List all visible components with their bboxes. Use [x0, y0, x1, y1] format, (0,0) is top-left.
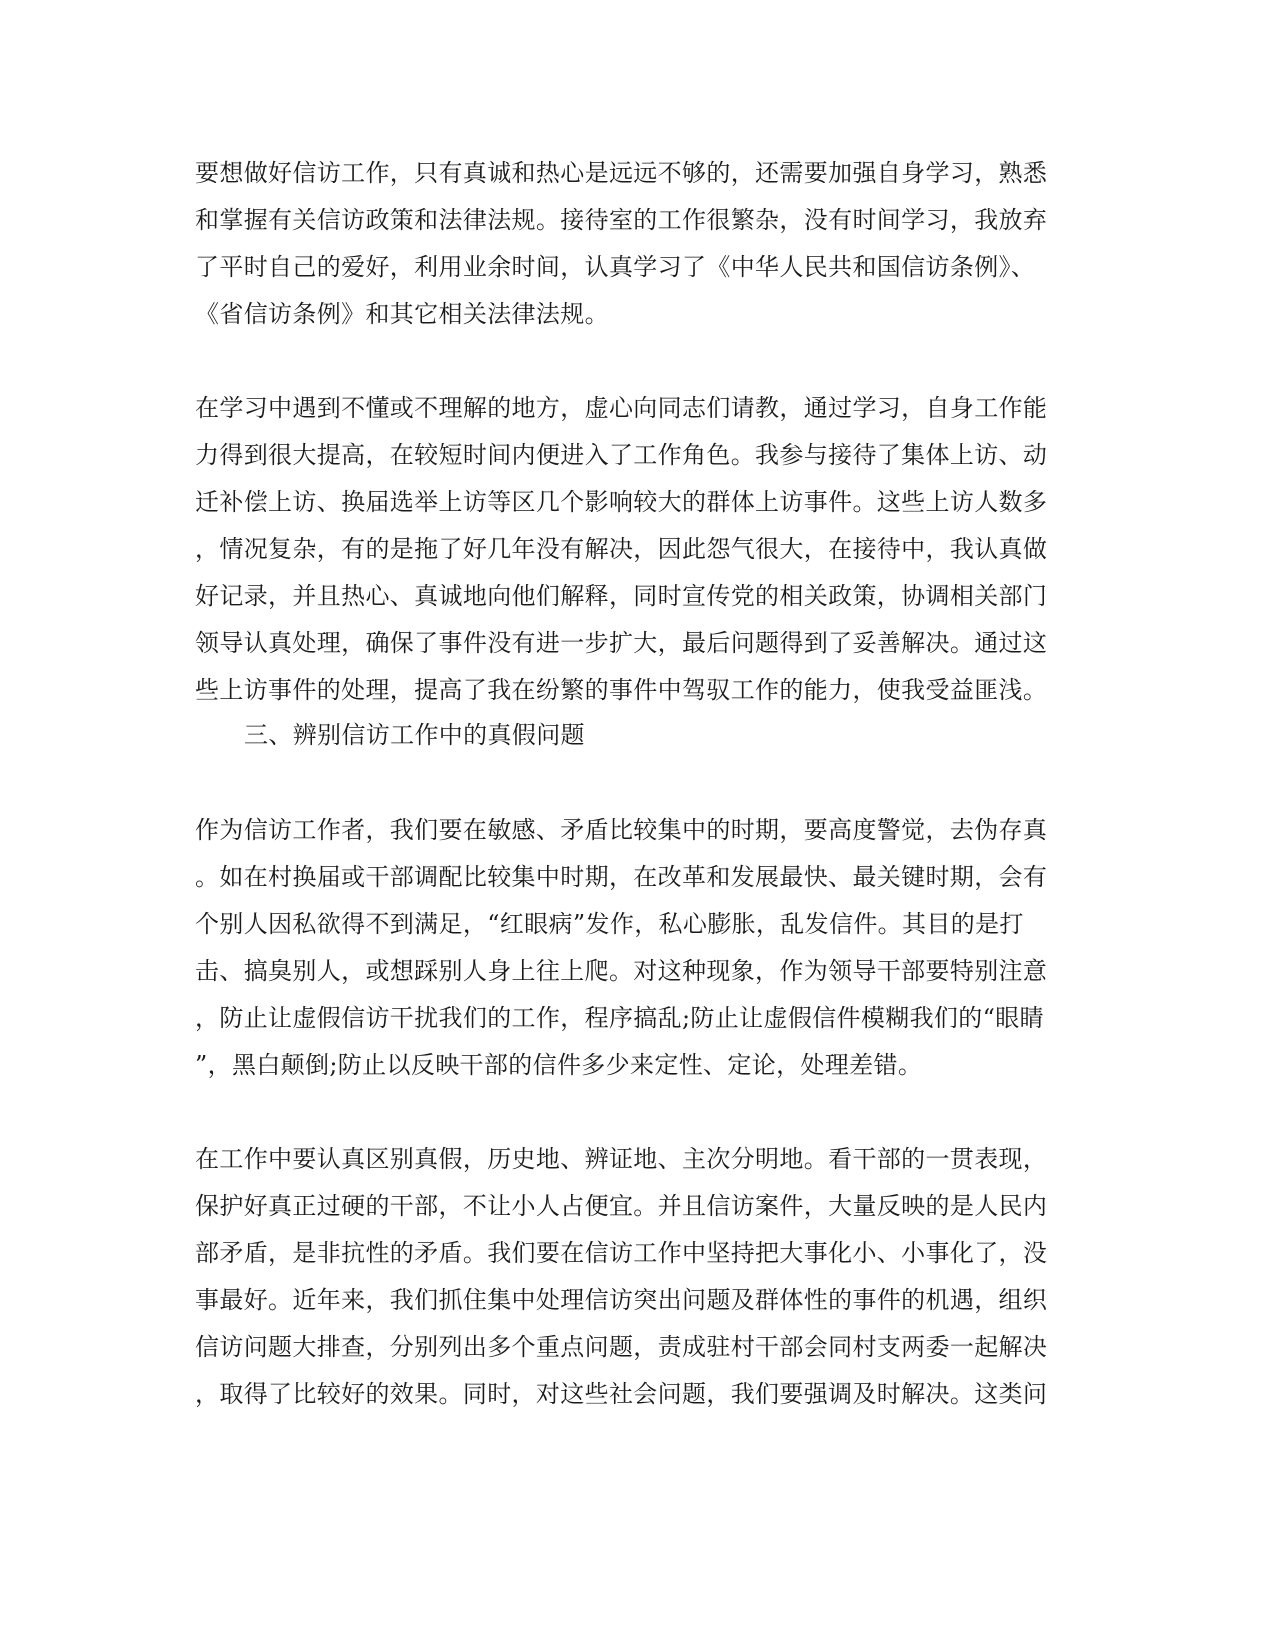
paragraph-2-line-4: ，情况复杂，有的是拖了好几年没有解决，因此怨气很大，在接待中，我认真做: [195, 535, 1048, 563]
paragraph-4-line-1: 在工作中要认真区别真假，历史地、辨证地、主次分明地。看干部的一贯表现，: [195, 1145, 1048, 1173]
paragraph-1-line-3: 了平时自己的爱好，利用业余时间，认真学习了《中华人民共和国信访条例》、: [195, 253, 1036, 281]
paragraph-2-line-2: 力得到很大提高，在较短时间内便进入了工作角色。我参与接待了集体上访、动: [195, 441, 1048, 469]
paragraph-1-line-2: 和掌握有关信访政策和法律法规。接待室的工作很繁杂，没有时间学习，我放弃: [195, 206, 1048, 234]
paragraph-2-line-1: 在学习中遇到不懂或不理解的地方，虚心向同志们请教，通过学习，自身工作能: [195, 394, 1048, 422]
section-heading: 三、辨别信访工作中的真假问题: [244, 721, 585, 749]
paragraph-3-line-6: ”，黑白颠倒;防止以反映干部的信件多少来定性、定论，处理差错。: [195, 1051, 923, 1079]
paragraph-1-line-4: 《省信访条例》和其它相关法律法规。: [195, 300, 609, 328]
paragraph-4-line-5: 信访问题大排查，分别列出多个重点问题，责成驻村干部会同村支两委一起解决: [195, 1333, 1048, 1361]
paragraph-3-line-2: 。如在村换届或干部调配比较集中时期，在改革和发展最快、最关键时期，会有: [195, 863, 1048, 891]
paragraph-4-line-3: 部矛盾，是非抗性的矛盾。我们要在信访工作中坚持把大事化小、小事化了，没: [195, 1239, 1048, 1267]
paragraph-1-line-1: 要想做好信访工作，只有真诚和热心是远远不够的，还需要加强自身学习，熟悉: [195, 159, 1048, 187]
paragraph-3-line-1: 作为信访工作者，我们要在敏感、矛盾比较集中的时期，要高度警觉，去伪存真: [195, 816, 1048, 844]
paragraph-3-line-3: 个别人因私欲得不到满足，“红眼病”发作，私心膨胀，乱发信件。其目的是打: [195, 910, 1024, 938]
paragraph-4-line-6: ，取得了比较好的效果。同时，对这些社会问题，我们要强调及时解决。这类问: [195, 1380, 1048, 1408]
paragraph-3-line-4: 击、搞臭别人，或想踩别人身上往上爬。对这种现象，作为领导干部要特别注意: [195, 957, 1048, 985]
paragraph-2-line-6: 领导认真处理，确保了事件没有进一步扩大，最后问题得到了妥善解决。通过这: [195, 629, 1048, 657]
paragraph-2-line-7: 些上访事件的处理，提高了我在纷繁的事件中驾驭工作的能力，使我受益匪浅。: [195, 676, 1048, 704]
paragraph-4-line-4: 事最好。近年来，我们抓住集中处理信访突出问题及群体性的事件的机遇，组织: [195, 1286, 1048, 1314]
paragraph-3-line-5: ，防止让虚假信访干扰我们的工作，程序搞乱;防止让虚假信件模糊我们的“眼睛: [195, 1004, 1044, 1032]
paragraph-4-line-2: 保护好真正过硬的干部，不让小人占便宜。并且信访案件，大量反映的是人民内: [195, 1192, 1048, 1220]
paragraph-2-line-5: 好记录，并且热心、真诚地向他们解释，同时宣传党的相关政策，协调相关部门: [195, 582, 1048, 610]
paragraph-2-line-3: 迁补偿上访、换届选举上访等区几个影响较大的群体上访事件。这些上访人数多: [195, 488, 1048, 516]
